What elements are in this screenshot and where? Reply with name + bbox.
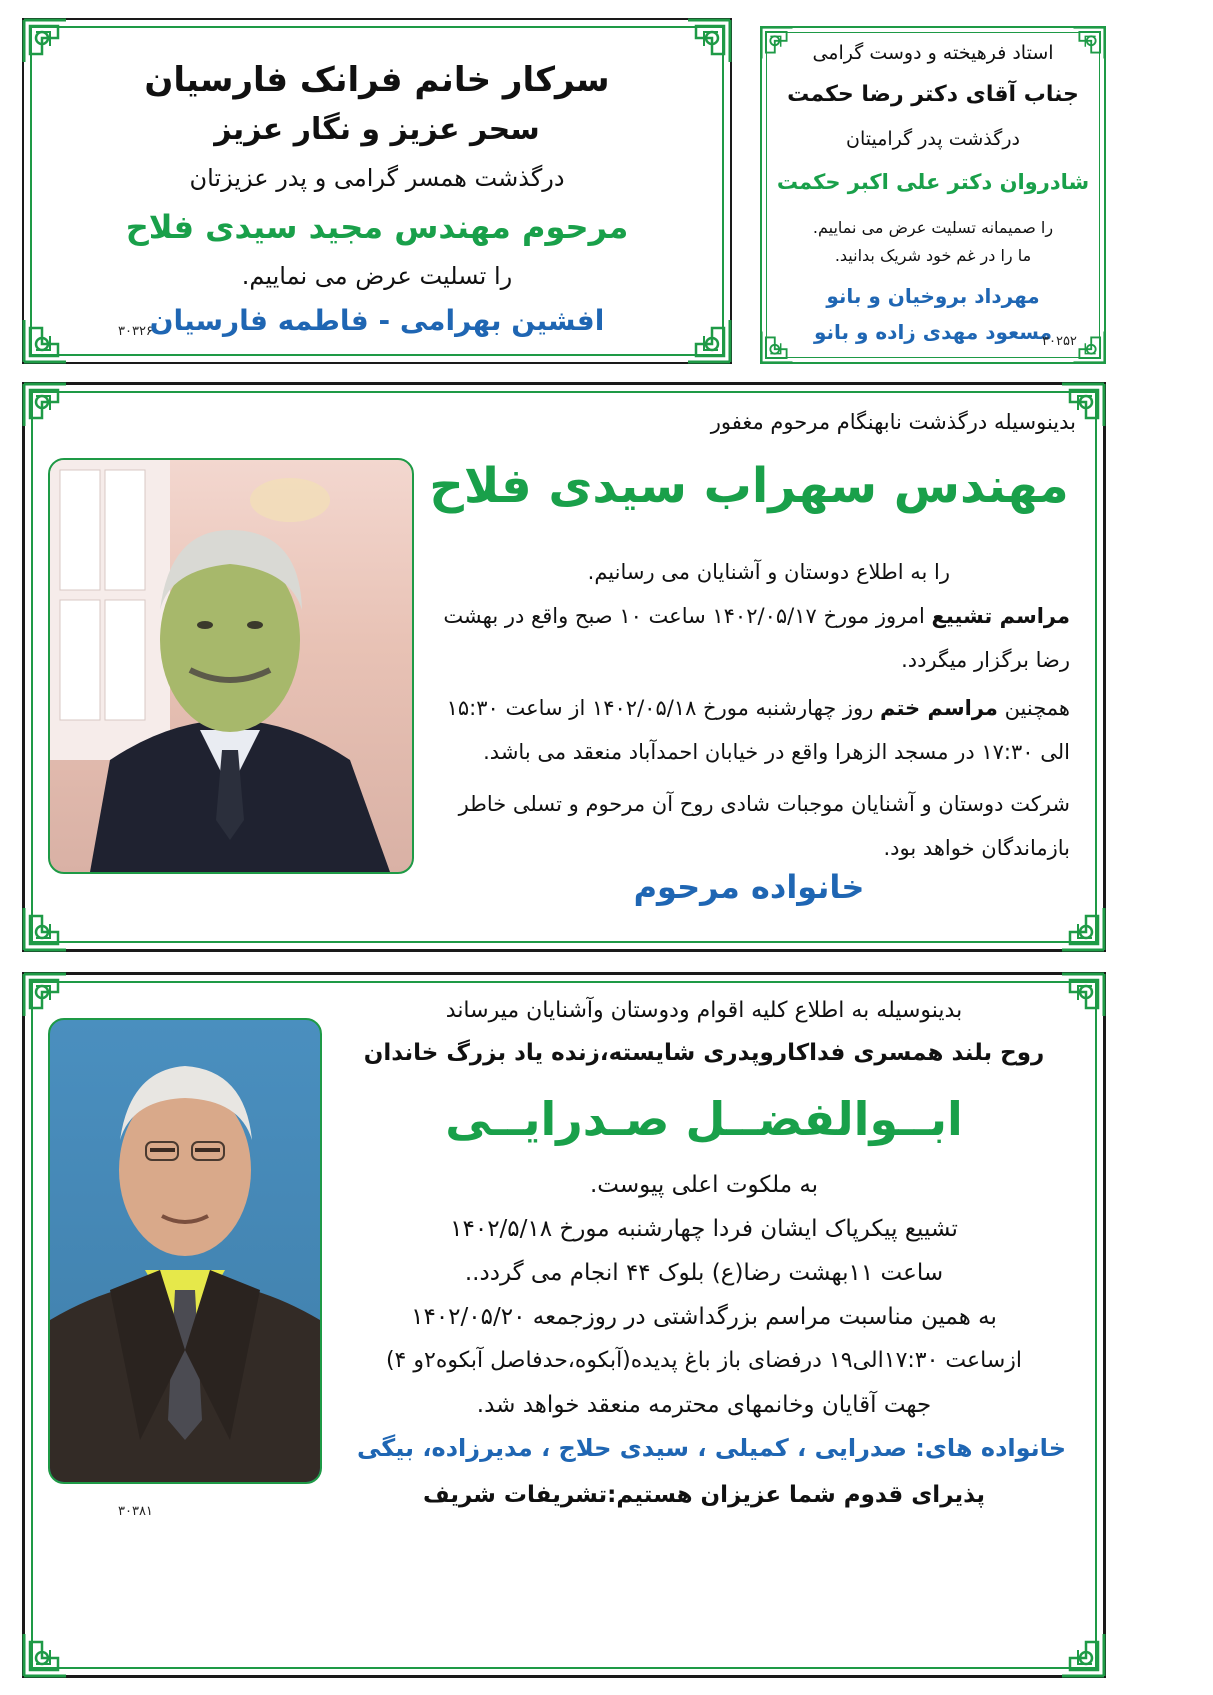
deceased-name: مهندس سهراب سیدی فلاح (429, 458, 1069, 514)
ad-code: ۳۰۳۲۶ (118, 324, 153, 339)
memorial-details: ازساعت ۱۷:۳۰الی۱۹ درفضای باز باغ پدیده(آبکوه،حدفاصل آبکوه۲و ۴) (385, 1348, 1023, 1373)
condolence-text: را صمیمانه تسلیت عرض می نماییم. (812, 218, 1054, 237)
corner-ornament-icon (22, 1632, 68, 1678)
funeral-text (422, 594, 1070, 682)
hosting-note: پذیرای قدوم شما عزیزان هستیم:تشریفات شریف (422, 1482, 986, 1508)
intro-text: بدینوسیله درگذشت نابهنگام مرحوم مغفور (710, 410, 1076, 434)
signatory: مهرداد بروخیان و بانو (826, 284, 1040, 308)
signatory: خانواده مرحوم (633, 868, 865, 906)
intro-text: روح بلند همسری فداکارو‌پدری شایسته،زنده یاد بزرگ خاندان (363, 1040, 1045, 1066)
condolence-text: درگذشت پدر گرامیتان (846, 128, 1020, 150)
obituary-ad-sohrab (22, 382, 1106, 952)
portrait-photo (48, 458, 414, 874)
intro-text: بدینوسیله به اطلاع کلیه اقوام ودوستان وآشنایان میرساند (445, 998, 963, 1023)
deceased-name: ابــوالفضــل صـدرایــی (445, 1092, 963, 1146)
recipient-title: استاد فرهیخته و دوست گرامی (812, 42, 1054, 64)
condolence-text: ما را در غم خود شریک بدانید. (834, 246, 1032, 265)
recipient-children: سحر عزیز و نگار عزیز (214, 112, 540, 147)
corner-ornament-icon (1060, 1632, 1106, 1678)
closing-text: شرکت دوستان و آشنایان موجبات شادی روح آن مرحوم و تسلی خاطر بازماندگان خواهد بود. (458, 792, 1070, 860)
deceased-name: شادروان دکتر علی اکبر حکمت (776, 170, 1090, 194)
memorial-text: به همین مناسبت مراسم بزرگداشتی در روزجمعه ۱۴۰۲/۰۵/۲۰ (411, 1304, 997, 1330)
funeral-label: مراسم تشییع (931, 604, 1070, 628)
funeral-location: ساعت ۱۱بهشت رضا(ع) بلوک ۴۴ انجام می گردد.. (464, 1260, 944, 1286)
funeral-text: تشییع پیکرپاک ایشان فردا چهارشنبه مورخ ۱۴۰۲/۵/۱۸ (450, 1216, 958, 1242)
portrait-illustration-icon (50, 460, 412, 872)
corner-ornament-icon (22, 972, 68, 1018)
condolence-ad-farsian (22, 18, 732, 364)
signatory: مسعود مهدی زاده و بانو (813, 320, 1053, 344)
memorial-prefix: همچنین (997, 696, 1070, 720)
corner-ornament-icon (22, 906, 68, 952)
recipient-name: جناب آقای دکتر رضا حکمت (787, 82, 1079, 107)
deceased-name: مرحوم مهندس مجید سیدی فلاح (125, 208, 629, 246)
corner-ornament-icon (1060, 972, 1106, 1018)
announcement-text: به ملکوت اعلی پیوست. (589, 1172, 819, 1198)
condolence-ad-hekmat (760, 26, 1106, 364)
memorial-details: روز چهارشنبه مورخ ۱۴۰۲/۰۵/۱۸ از ساعت ۱۵:۳۰ الی ۱۷:۳۰ در مسجد الزهرا واقع در خیابان احمدآباد منعقد می باشد. (446, 696, 1070, 764)
signatories: افشین بهرامی - فاطمه فارسیان (149, 304, 605, 337)
corner-ornament-icon (22, 382, 68, 428)
signatories: خانواده های: صدرایی ، کمیلی ، سیدی حلاج ، مدیرزاده، بیگی (357, 1434, 1066, 1462)
condolence-text: درگذشت همسر گرامی و پدر عزیزتان (189, 164, 565, 192)
portrait-illustration-icon (50, 1020, 320, 1482)
portrait-photo (48, 1018, 322, 1484)
funeral-details: امروز مورخ ۱۴۰۲/۰۵/۱۷ ساعت ۱۰ صبح واقع در بهشت رضا برگزار میگردد. (443, 604, 1070, 672)
memorial-label: مراسم ختم (880, 696, 998, 720)
obituary-ad-sadraei (22, 972, 1106, 1678)
ad-code: ۳۰۳۸۱ (118, 1504, 153, 1519)
ad-code: ۳۰۲۵۲ (1042, 334, 1077, 349)
recipient-name: سرکار خانم فرانک فارسیان (144, 60, 610, 100)
announcement-text: را به اطلاع دوستان و آشنایان می رسانیم. (587, 560, 950, 584)
memorial-text (422, 686, 1070, 774)
memorial-audience: جهت آقایان وخانمهای محترمه منعقد خواهد شد. (476, 1392, 932, 1418)
condolence-text: را تسلیت عرض می نماییم. (241, 262, 513, 290)
